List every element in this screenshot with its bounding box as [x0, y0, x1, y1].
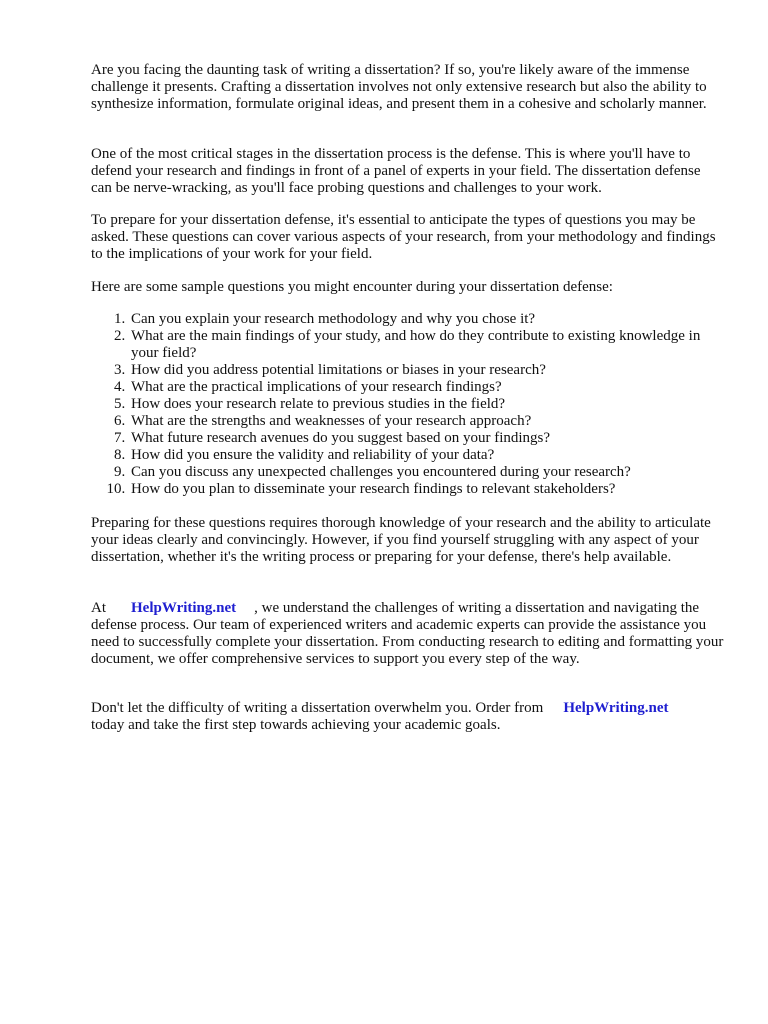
help-paragraph: Preparing for these questions requires thorough knowledge of your research and the ability to articulate your ideas clearly and convincingly. However, if you find yourself struggling with any aspect of your dissertation, whether it's the writing process or preparing for your defense, there's help available. [91, 515, 711, 565]
list-item: 10. How do you plan to disseminate your research findings to relevant stakeholders? [129, 481, 725, 498]
promo-paragraph [91, 600, 725, 668]
list-item: 7. What future research avenues do you suggest based on your findings? [129, 430, 725, 447]
list-item: 1. Can you explain your research methodology and why you chose it? [129, 311, 725, 328]
helpwriting-link[interactable]: HelpWriting.net [563, 700, 669, 716]
questions-list [91, 311, 725, 498]
list-item: 4. What are the practical implications of your research findings? [129, 379, 725, 396]
list-item: 5. How does your research relate to previous studies in the field? [129, 396, 725, 413]
intro-paragraph: Are you facing the daunting task of writing a dissertation? If so, you're likely aware of the immense challenge it presents. Crafting a dissertation involves not only extensive research but also the ability to synthesize information, formulate original ideas, and present them in a cohesive and scholarly manner. [91, 62, 707, 112]
closing-paragraph [91, 700, 725, 734]
closing-text: today and take the first step towards achieving your academic goals. [91, 717, 501, 733]
questions-intro: Here are some sample questions you might encounter during your dissertation defense: [91, 279, 613, 295]
helpwriting-link[interactable]: HelpWriting.net [131, 600, 237, 616]
defense-paragraph: One of the most critical stages in the dissertation process is the defense. This is where you'll have to defend your research and findings in front of a panel of experts in your field. The dissertation defense can be nerve-wracking, as you'll face probing questions and challenges to your work. [91, 146, 701, 196]
list-item: 8. How did you ensure the validity and reliability of your data? [129, 447, 725, 464]
preparation-paragraph: To prepare for your dissertation defense, it's essential to anticipate the types of questions you may be asked. These questions can cover various aspects of your research, from your methodology and findings to the implications of your work for your field. [91, 212, 716, 262]
promo-prefix: At [91, 600, 106, 616]
closing-prefix: Don't let the difficulty of writing a dissertation overwhelm you. Order from [91, 700, 544, 716]
list-item: 9. Can you discuss any unexpected challenges you encountered during your research? [129, 464, 725, 481]
list-item: 6. What are the strengths and weaknesses of your research approach? [129, 413, 725, 430]
list-item: 2. What are the main findings of your study, and how do they contribute to existing knowledge in your field? [129, 328, 725, 362]
list-item: 3. How did you address potential limitations or biases in your research? [129, 362, 725, 379]
promo-text: , we understand the challenges of writing a dissertation and navigating the defense process. Our team of experienced writers and academic experts can provide the assistance you need to successfully complete your dissertation. From conducting research to editing and formatting your document, we offer comprehensive services to support you every step of the way. [91, 600, 724, 667]
